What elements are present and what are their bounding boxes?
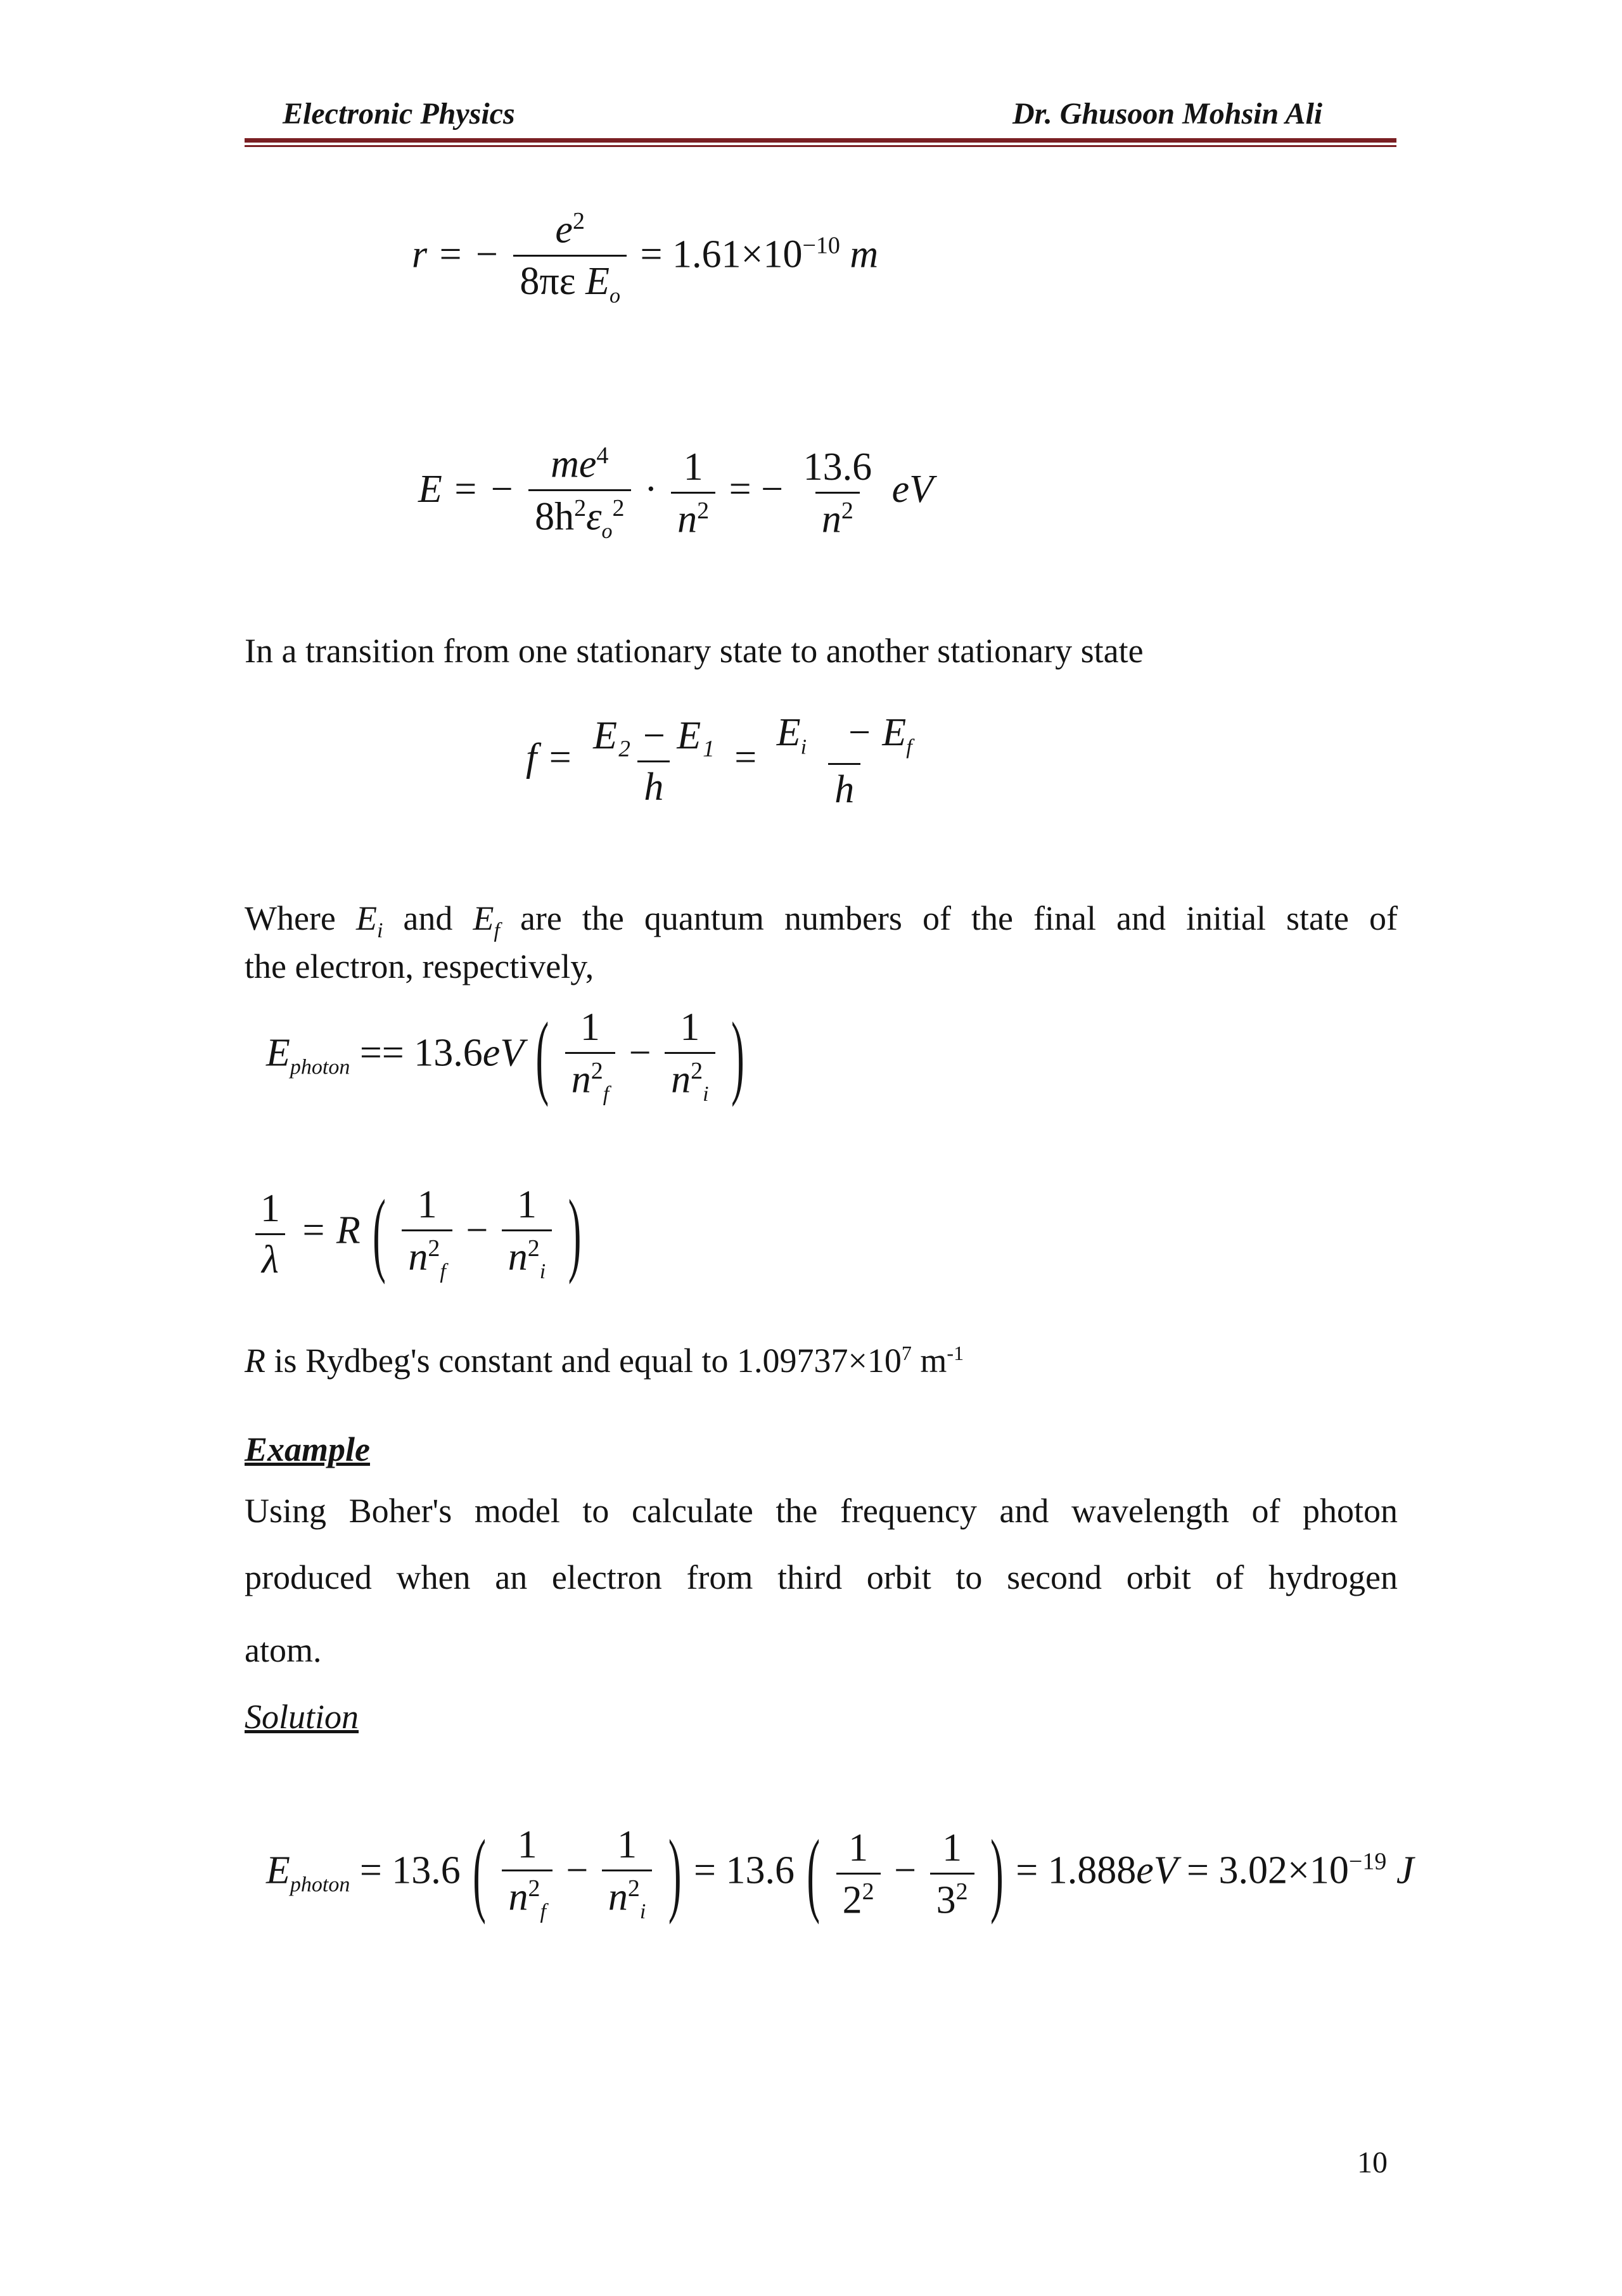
- fraction: $\frac{E_i - E_f}{h}$: [776, 711, 912, 812]
- paragraph-transition: In a transition from one stationary state to another stationary state: [245, 632, 1144, 670]
- fraction: $\frac{1}{\lambda}$: [254, 1189, 286, 1279]
- equation-radius: r = − $\frac{e^2}{8\pi\varepsilon E_o}$ = $1.61\times 10^{-10}$ m: [412, 208, 879, 308]
- fraction: $\frac{1}{n^2_i}$: [502, 1185, 552, 1283]
- page-number: 10: [1357, 2146, 1388, 2179]
- example-line3: atom.: [245, 1631, 322, 1669]
- fraction: $\frac{1}{3^2}$: [930, 1828, 974, 1920]
- fraction: $\frac{1}{n^2_i}$: [602, 1825, 652, 1923]
- equation-energy: E = − $\frac{me^4}{8h^2\varepsilon_o^2}$ · $\frac{1}{n^2}$ = − $\frac{13.6}{n^2}$ eV: [418, 442, 933, 543]
- fraction: $\frac{\text{E₂ − E₁}}{h}$: [593, 714, 715, 809]
- example-heading: Example: [245, 1430, 370, 1468]
- example-line2: produced when an electron from third orbit to second orbit of hydrogen: [245, 1558, 1398, 1596]
- solution-heading: Solution: [245, 1698, 359, 1736]
- header-right-author: Dr. Ghusoon Mohsin Ali: [1012, 97, 1323, 131]
- fraction: $\frac{1}{n^2_f}$: [402, 1185, 452, 1283]
- fraction: $\frac{1}{n^2}$: [671, 447, 715, 539]
- fraction: $\frac{13.6}{n^2}$: [803, 445, 872, 541]
- header-left-title: Electronic Physics: [283, 97, 515, 131]
- fraction: $\frac{1}{n^2_f}$: [502, 1825, 552, 1923]
- fraction: $\frac{1}{n^2_f}$: [565, 1008, 615, 1105]
- fraction: $\frac{me^4}{8h^2\varepsilon_o^2}$: [528, 444, 630, 542]
- example-line1: Using Boher's model to calculate the frequency and wavelength of photon: [245, 1492, 1398, 1530]
- paragraph-where-line2: the electron, respectively,: [245, 947, 594, 985]
- equation-wavelength: $\frac{1}{\lambda}$ = R ( $\frac{1}{n^2_f}$ − $\frac{1}{n^2_i}$ ): [250, 1185, 584, 1283]
- fraction: $\frac{e^2}{8\pi\varepsilon E_o}$: [513, 209, 627, 307]
- equation-photon-energy: $E_{photon} == 13.6eV$ ( $\frac{1}{n^2_f}$ − $\frac{1}{n^2_i}$ ): [266, 1004, 744, 1108]
- equation-solution: $E_{photon} = 13.6$ ( $\frac{1}{n^2_f}$ − $\frac{1}{n^2_i}$ ) = 13.6 ( $\frac{1}{2^2}$ − $\frac{1}{3^2}$ ) = $1.888eV = 3.02\times 10^{-19}$ J: [266, 1822, 1414, 1926]
- fraction: $\frac{1}{2^2}$: [836, 1828, 881, 1920]
- header-rule-thin: [245, 145, 1396, 147]
- fraction: $\frac{1}{n^2_i}$: [665, 1008, 715, 1105]
- equation-frequency: f = $\frac{\text{E₂ − E₁}}{h}$ = $\frac{E_i - E_f}{h}$: [526, 713, 923, 809]
- paragraph-rydberg: R is Rydbeg's constant and equal to $1.09737\times 10^7$ $m^{-1}$: [245, 1342, 964, 1380]
- paragraph-where-line1: Where $E_i$ and $E_f$ are the quantum numbers of the final and initial state of: [245, 899, 1398, 942]
- header-rule-thick: [245, 138, 1396, 143]
